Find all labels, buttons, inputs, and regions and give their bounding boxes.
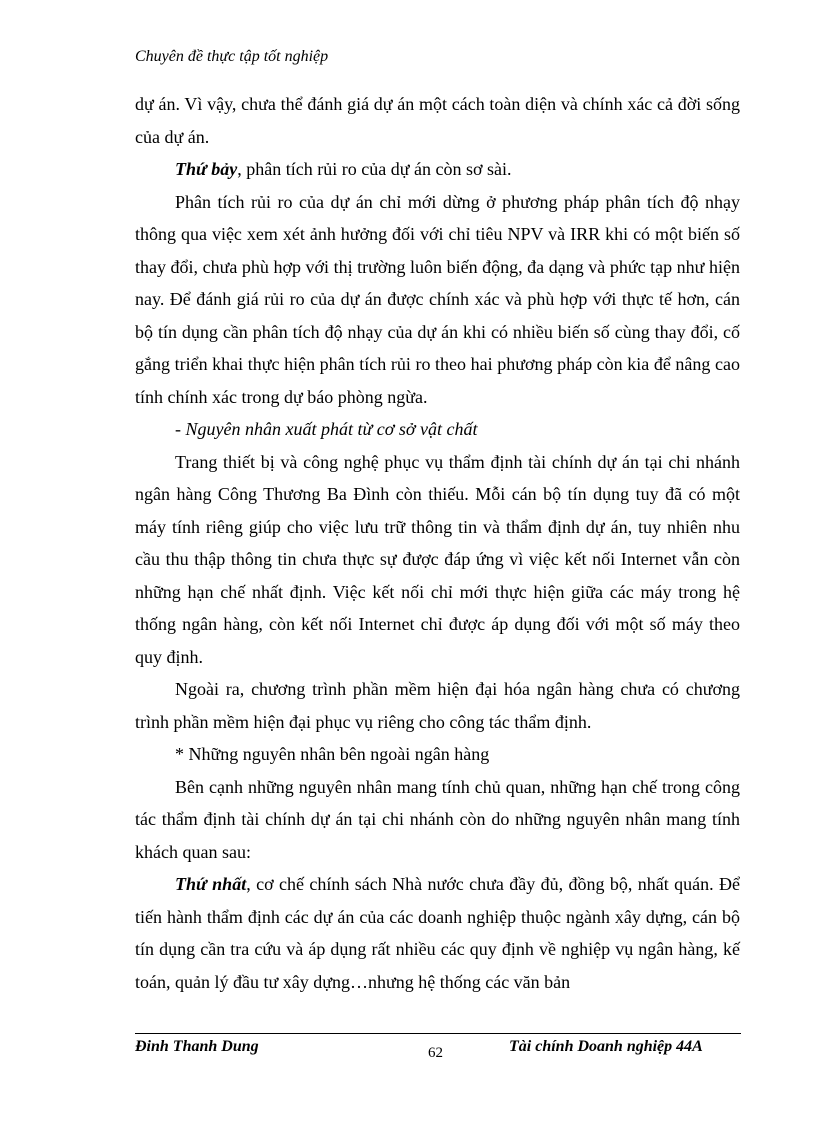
paragraph: Bên cạnh những nguyên nhân mang tính chủ quan, những hạn chế trong công tác thẩm định tài chính dự án tại chi nhánh còn do những nguyên nhân mang tính khách quan sau: bbox=[135, 776, 740, 862]
footer-author: Đinh Thanh Dung bbox=[135, 1038, 259, 1055]
section-heading: * Những nguyên nhân bên ngoài ngân hàng bbox=[175, 744, 490, 764]
paragraph: dự án. Vì vậy, chưa thể đánh giá dự án một cách toàn diện và chính xác cả đời sống của dự án. bbox=[135, 94, 740, 147]
paragraph: Phân tích rủi ro của dự án chỉ mới dừng ở phương pháp phân tích độ nhạy thông qua việc xem xét ảnh hưởng đối với chỉ tiêu NPV và IRR khi có một biến số thay đổi, chưa phù hợp với thị trường luôn biến động, đa dạng và phức tạp như hiện nay. Để đánh giá rủi ro của dự án được chính xác và phù hợp với thực tế hơn, cán bộ tín dụng cần phân tích độ nhạy của dự án khi có nhiều biến số cùng thay đổi, cố gắng triển khai thực hiện phân tích rủi ro theo hai phương pháp còn kia để nâng cao tính chính xác trong dự báo phòng ngừa. bbox=[135, 191, 740, 407]
footer-divider bbox=[135, 1033, 741, 1034]
page-number: 62 bbox=[428, 1045, 443, 1061]
document-body bbox=[135, 88, 740, 998]
paragraph-text: , phân tích rủi ro của dự án còn sơ sài. bbox=[237, 159, 512, 179]
paragraph: Trang thiết bị và công nghệ phục vụ thẩm định tài chính dự án tại chi nhánh ngân hàng Công Thương Ba Đình còn thiếu. Mỗi cán bộ tín dụng tuy đã có một máy tính riêng giúp cho việc lưu trữ thông tin và thẩm định dự án, tuy nhiên nhu cầu thu thập thông tin chưa thực sự được đáp ứng vì việc kết nối Internet vẫn còn những hạn chế nhất định. Việc kết nối chỉ mới thực hiện giữa các máy trong hệ thống ngân hàng, còn kết nối Internet chỉ được áp dụng đối với một số máy theo quy định. bbox=[135, 451, 740, 667]
footer-class: Tài chính Doanh nghiệp 44A bbox=[509, 1038, 703, 1055]
paragraph bbox=[135, 868, 740, 998]
paragraph-lead: Thứ bảy bbox=[175, 159, 238, 179]
paragraph: Ngoài ra, chương trình phần mềm hiện đại hóa ngân hàng chưa có chương trình phần mềm hiện đại phục vụ riêng cho công tác thẩm định. bbox=[135, 679, 740, 732]
paragraph bbox=[135, 153, 740, 186]
section-heading: - Nguyên nhân xuất phát từ cơ sở vật chất bbox=[175, 419, 478, 439]
page-header: Chuyên đề thực tập tốt nghiệp bbox=[135, 48, 329, 65]
paragraph-text: , cơ chế chính sách Nhà nước chưa đầy đủ, đồng bộ, nhất quán. Để tiến hành thẩm định các dự án của các doanh nghiệp thuộc ngành xây dựng, cán bộ tín dụng cần tra cứu và áp dụng rất nhiều các quy định về nghiệp vụ ngân hàng, kế toán, quản lý đầu tư xây dựng…nhưng hệ thống các văn bản bbox=[135, 874, 741, 992]
paragraph-lead: Thứ nhất bbox=[175, 874, 247, 894]
